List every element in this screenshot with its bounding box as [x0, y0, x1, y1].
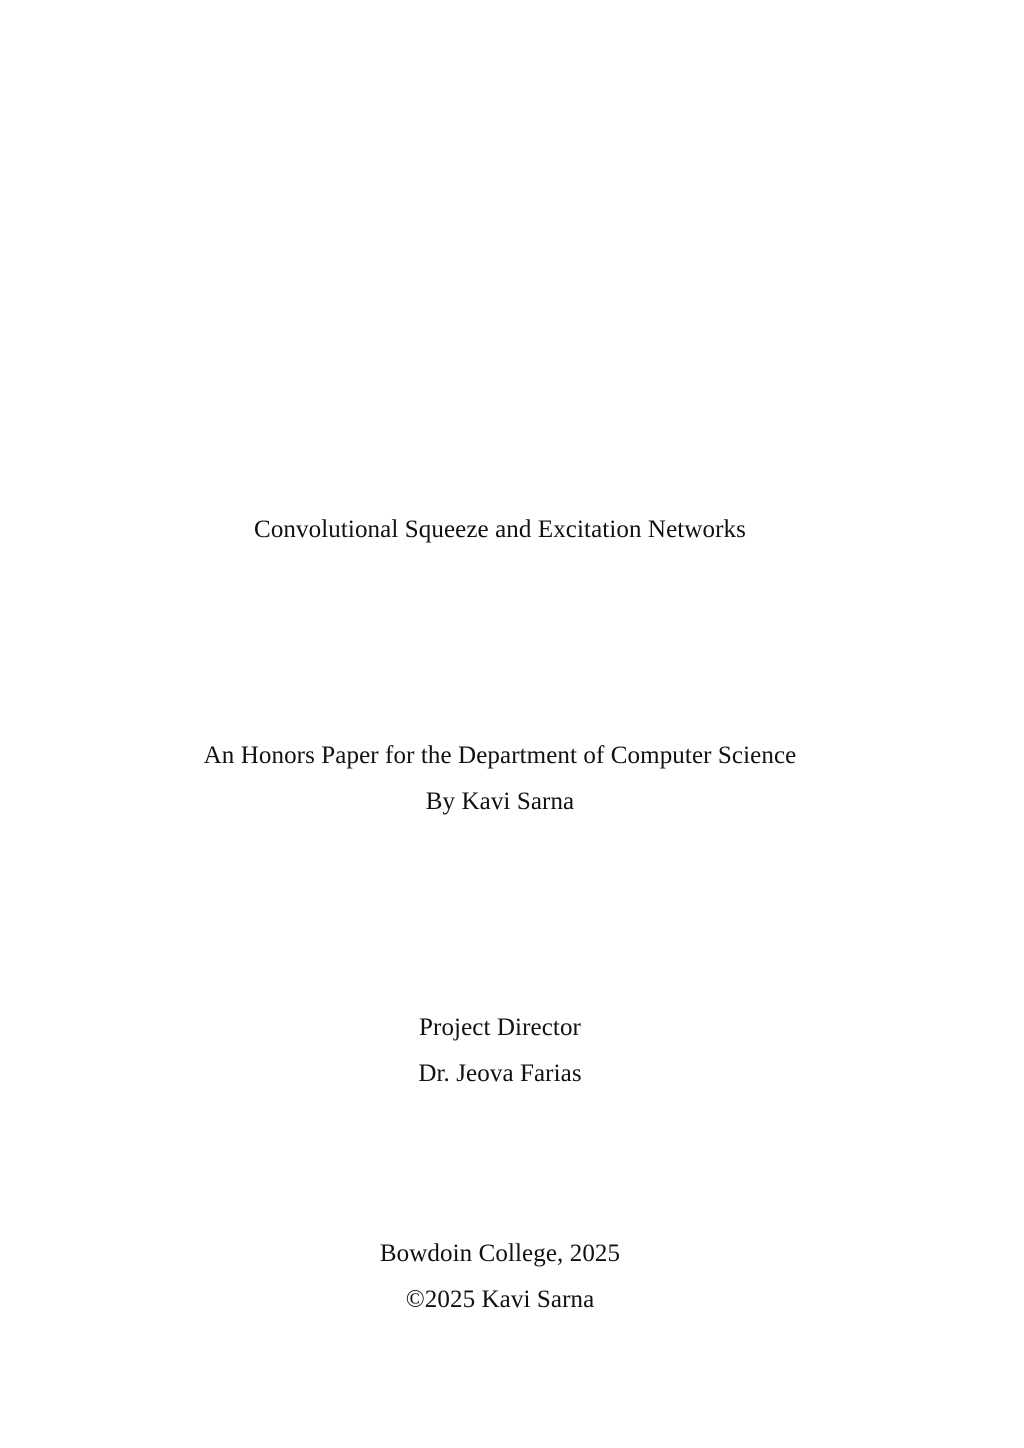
institution-line: Bowdoin College, 2025 [379, 1240, 621, 1267]
paper-title: Convolutional Squeeze and Excitation Networks [254, 516, 746, 543]
department-line: An Honors Paper for the Department of Computer Science [203, 742, 797, 769]
project-director-name: Dr. Jeova Farias [418, 1060, 582, 1087]
copyright-line: ©2025 Kavi Sarna [405, 1286, 595, 1313]
project-director-label: Project Director [419, 1014, 581, 1041]
author-line: By Kavi Sarna [425, 788, 575, 815]
